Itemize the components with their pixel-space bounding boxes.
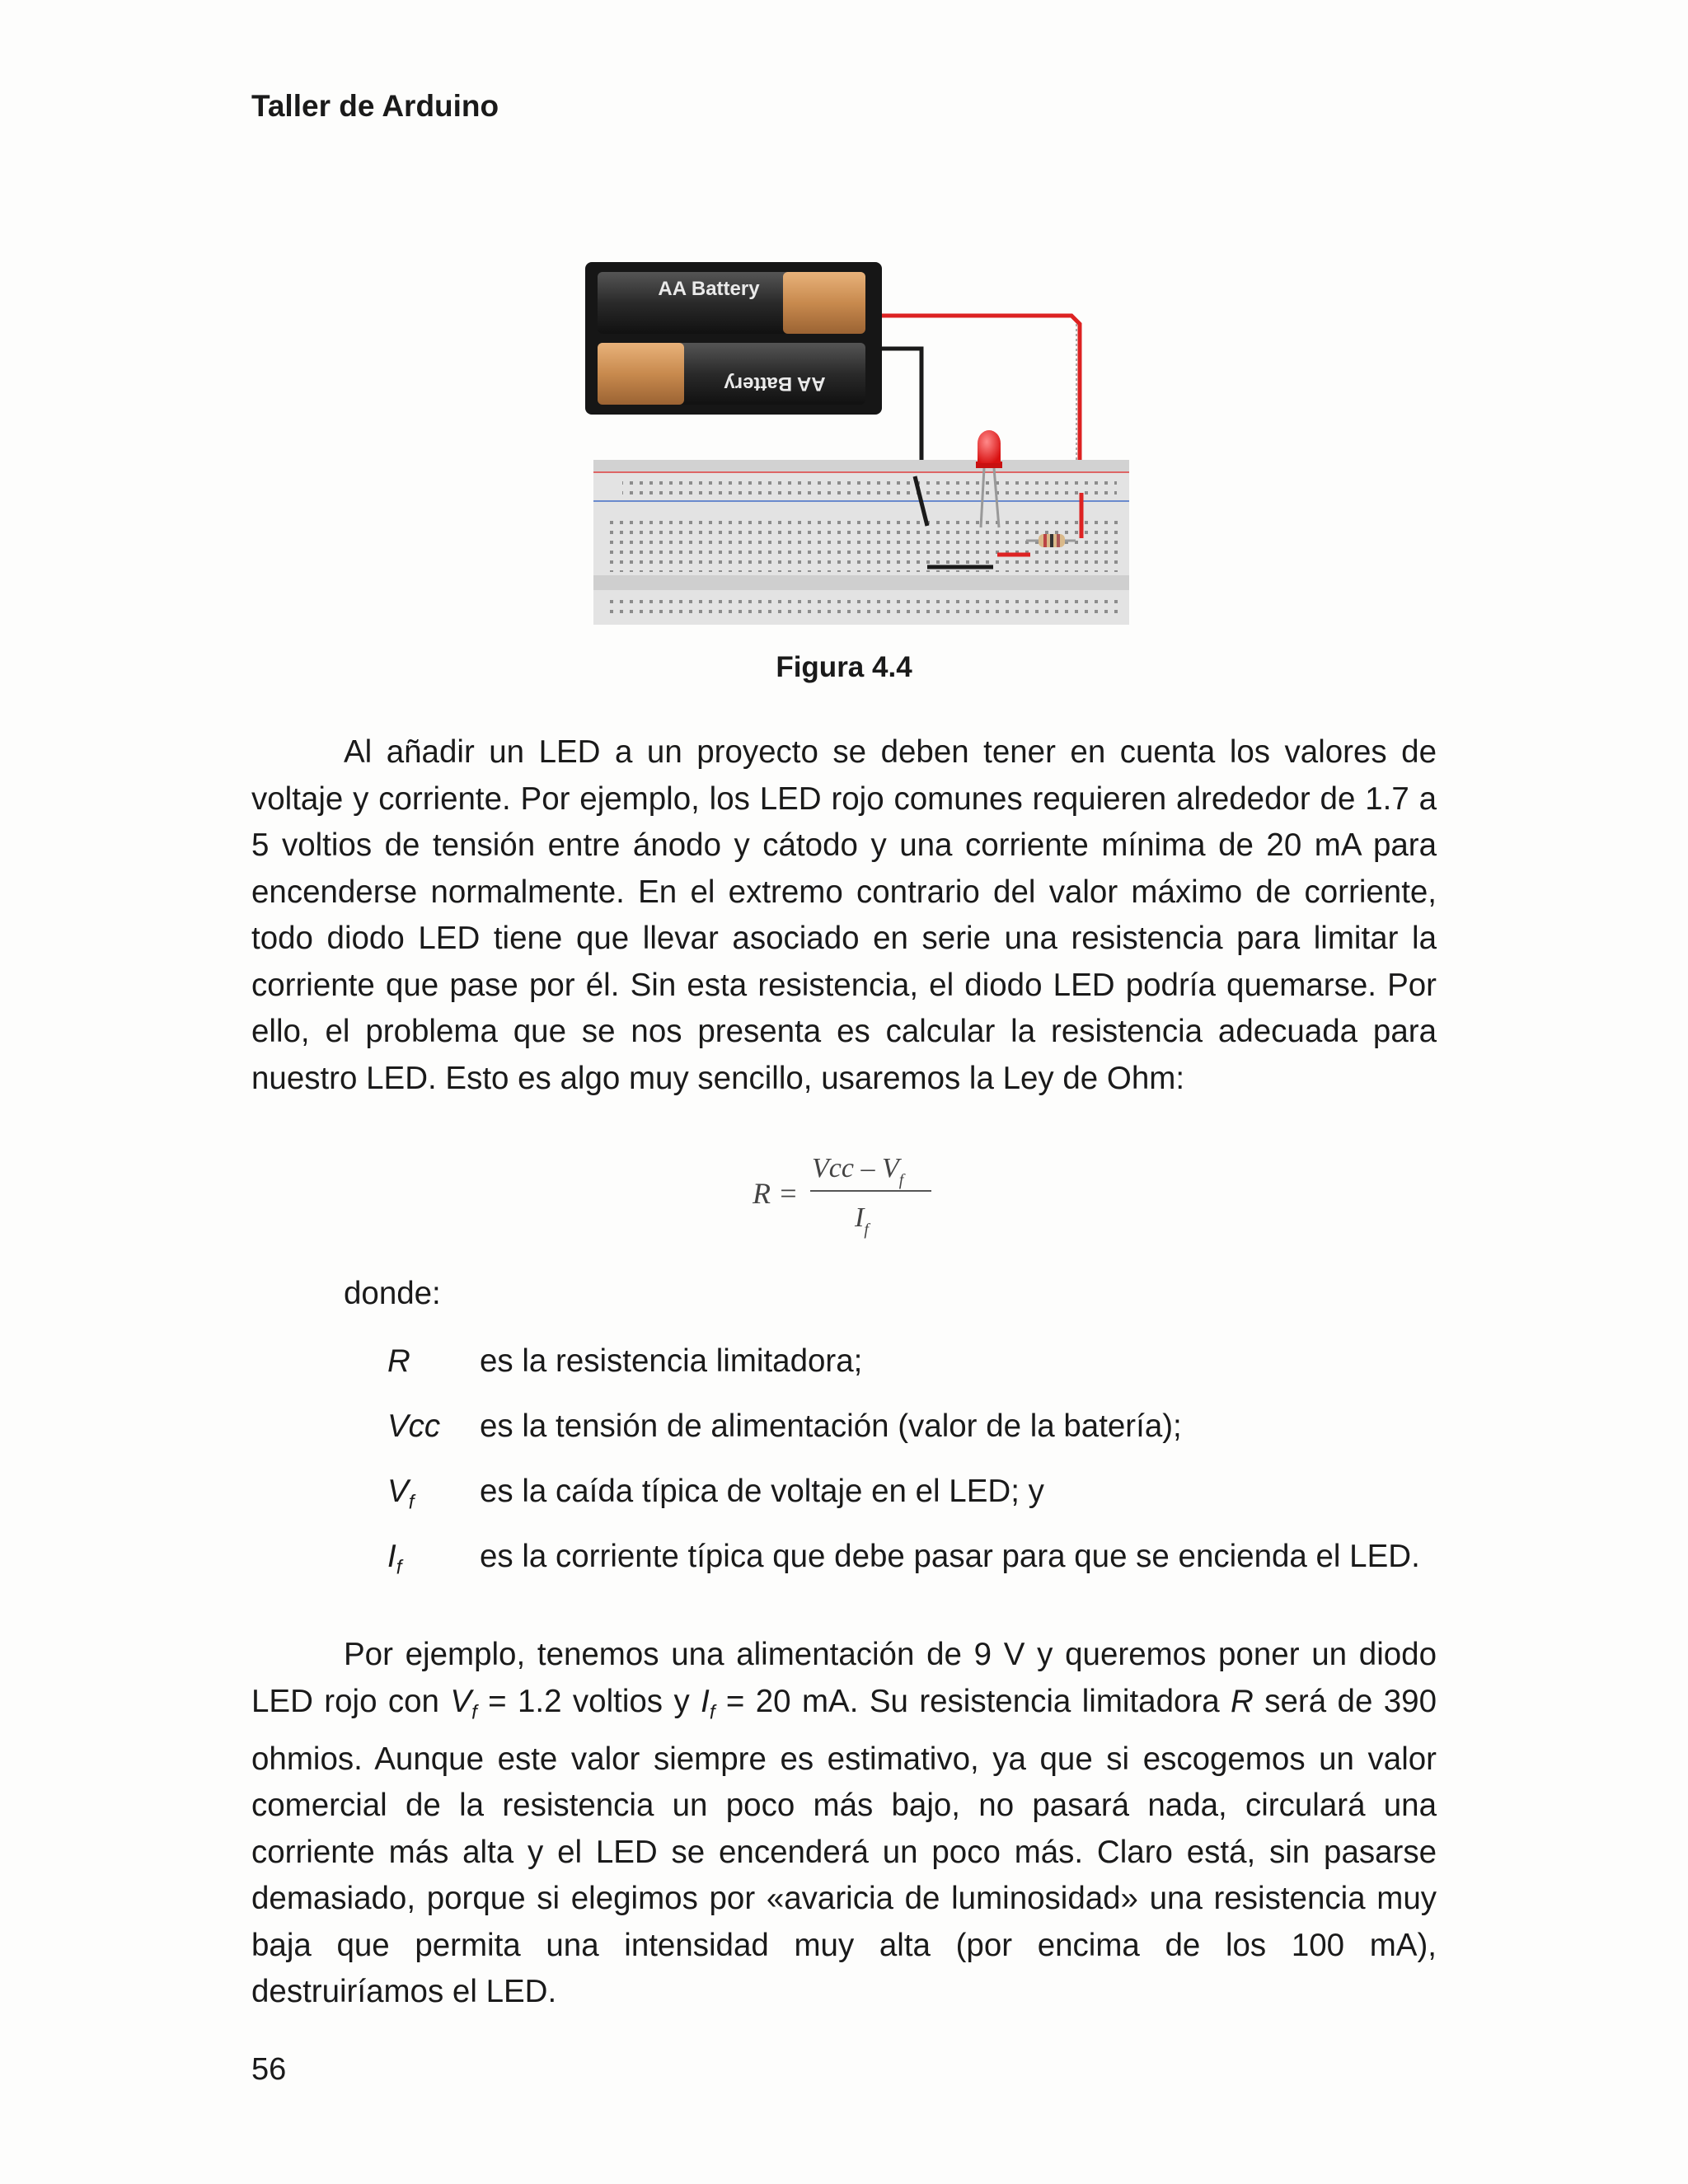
page-number: 56: [251, 2052, 287, 2087]
variable-row: [387, 1474, 1420, 1539]
variable-list: [387, 1343, 1420, 1604]
paragraph-intro-text: Al añadir un LED a un proyecto se deben tener en cuenta los valores de voltaje y corriente. Por ejemplo, los LED rojo comunes requieren alrededor de 1.7 a 5 voltios de tensión entre ánodo y cátodo y una corriente mínima de 20 mA para encenderse normalmente. En el extremo contrario del valor máximo de corriente, todo diodo LED tiene que llevar asociado en serie una resistencia para limitar la corriente que pase por él. Sin esta resistencia, el diodo LED podría quemarse. Por ello, el problema que se nos presenta es calcular la resistencia adecuada para nuestro LED. Esto es algo muy sencillo, usaremos la Ley de Ohm:: [251, 734, 1437, 1096]
paragraph-example: [251, 1632, 1437, 2016]
variable-symbol: $I_f$: [387, 1539, 402, 1579]
variable-symbol: R: [387, 1343, 410, 1379]
variable-symbol: Vcc: [387, 1408, 441, 1444]
r-symbol: R: [1231, 1683, 1254, 1719]
formula-lhs: R =: [753, 1177, 799, 1210]
variable-description: es la resistencia limitadora;: [480, 1343, 863, 1379]
variable-symbol: $V_f$: [387, 1474, 415, 1514]
figure-caption: Figura 4.4: [776, 651, 912, 683]
ohm-formula: [746, 1137, 944, 1249]
if-symbol: $I_f$: [701, 1683, 715, 1724]
battery-pack: [585, 262, 882, 415]
donde-label: donde:: [344, 1276, 441, 1311]
formula-denominator: $I_f$: [855, 1202, 869, 1239]
variable-description: es la caída típica de voltaje en el LED; y: [480, 1474, 1044, 1509]
breadboard-figure: [577, 221, 1137, 633]
battery-bottom-label: AA Battery: [724, 373, 826, 395]
variable-row: [387, 1408, 1420, 1474]
variable-description: es la tensión de alimentación (valor de la batería);: [480, 1408, 1182, 1444]
vf-symbol: $V_f$: [450, 1683, 477, 1724]
variable-description: es la corriente típica que debe pasar para que se encienda el LED.: [480, 1539, 1420, 1574]
formula-numerator: Vcc – $V_f$: [812, 1153, 904, 1189]
black-wire: [882, 349, 921, 472]
variable-row: [387, 1539, 1420, 1604]
variable-row: [387, 1343, 1420, 1408]
battery-top-label: AA Battery: [658, 278, 760, 300]
page-header-title: Taller de Arduino: [251, 89, 499, 123]
paragraph-example-text: Por ejemplo, tenemos una alimentación de 9 V y queremos poner un diodo LED rojo con $V_f = 1.2$ voltios y $I_f = 20$ mA. Su resistencia limitadora R será de 390 ohmios. Aunque este valor siempre es estimativo, ya que si escogemos un valor comercial de la resistencia un poco más bajo, no pasará nada, circulará una corriente más alta y el LED se encenderá un poco más. Claro está, sin pasarse demasiado, porque si elegimos por «avaricia de luminosidad» una resistencia muy baja que permita una intensidad muy alta (por encima de los 100 mA), destruiríamos el LED.: [251, 1637, 1437, 2010]
paragraph-intro: [251, 729, 1437, 1102]
